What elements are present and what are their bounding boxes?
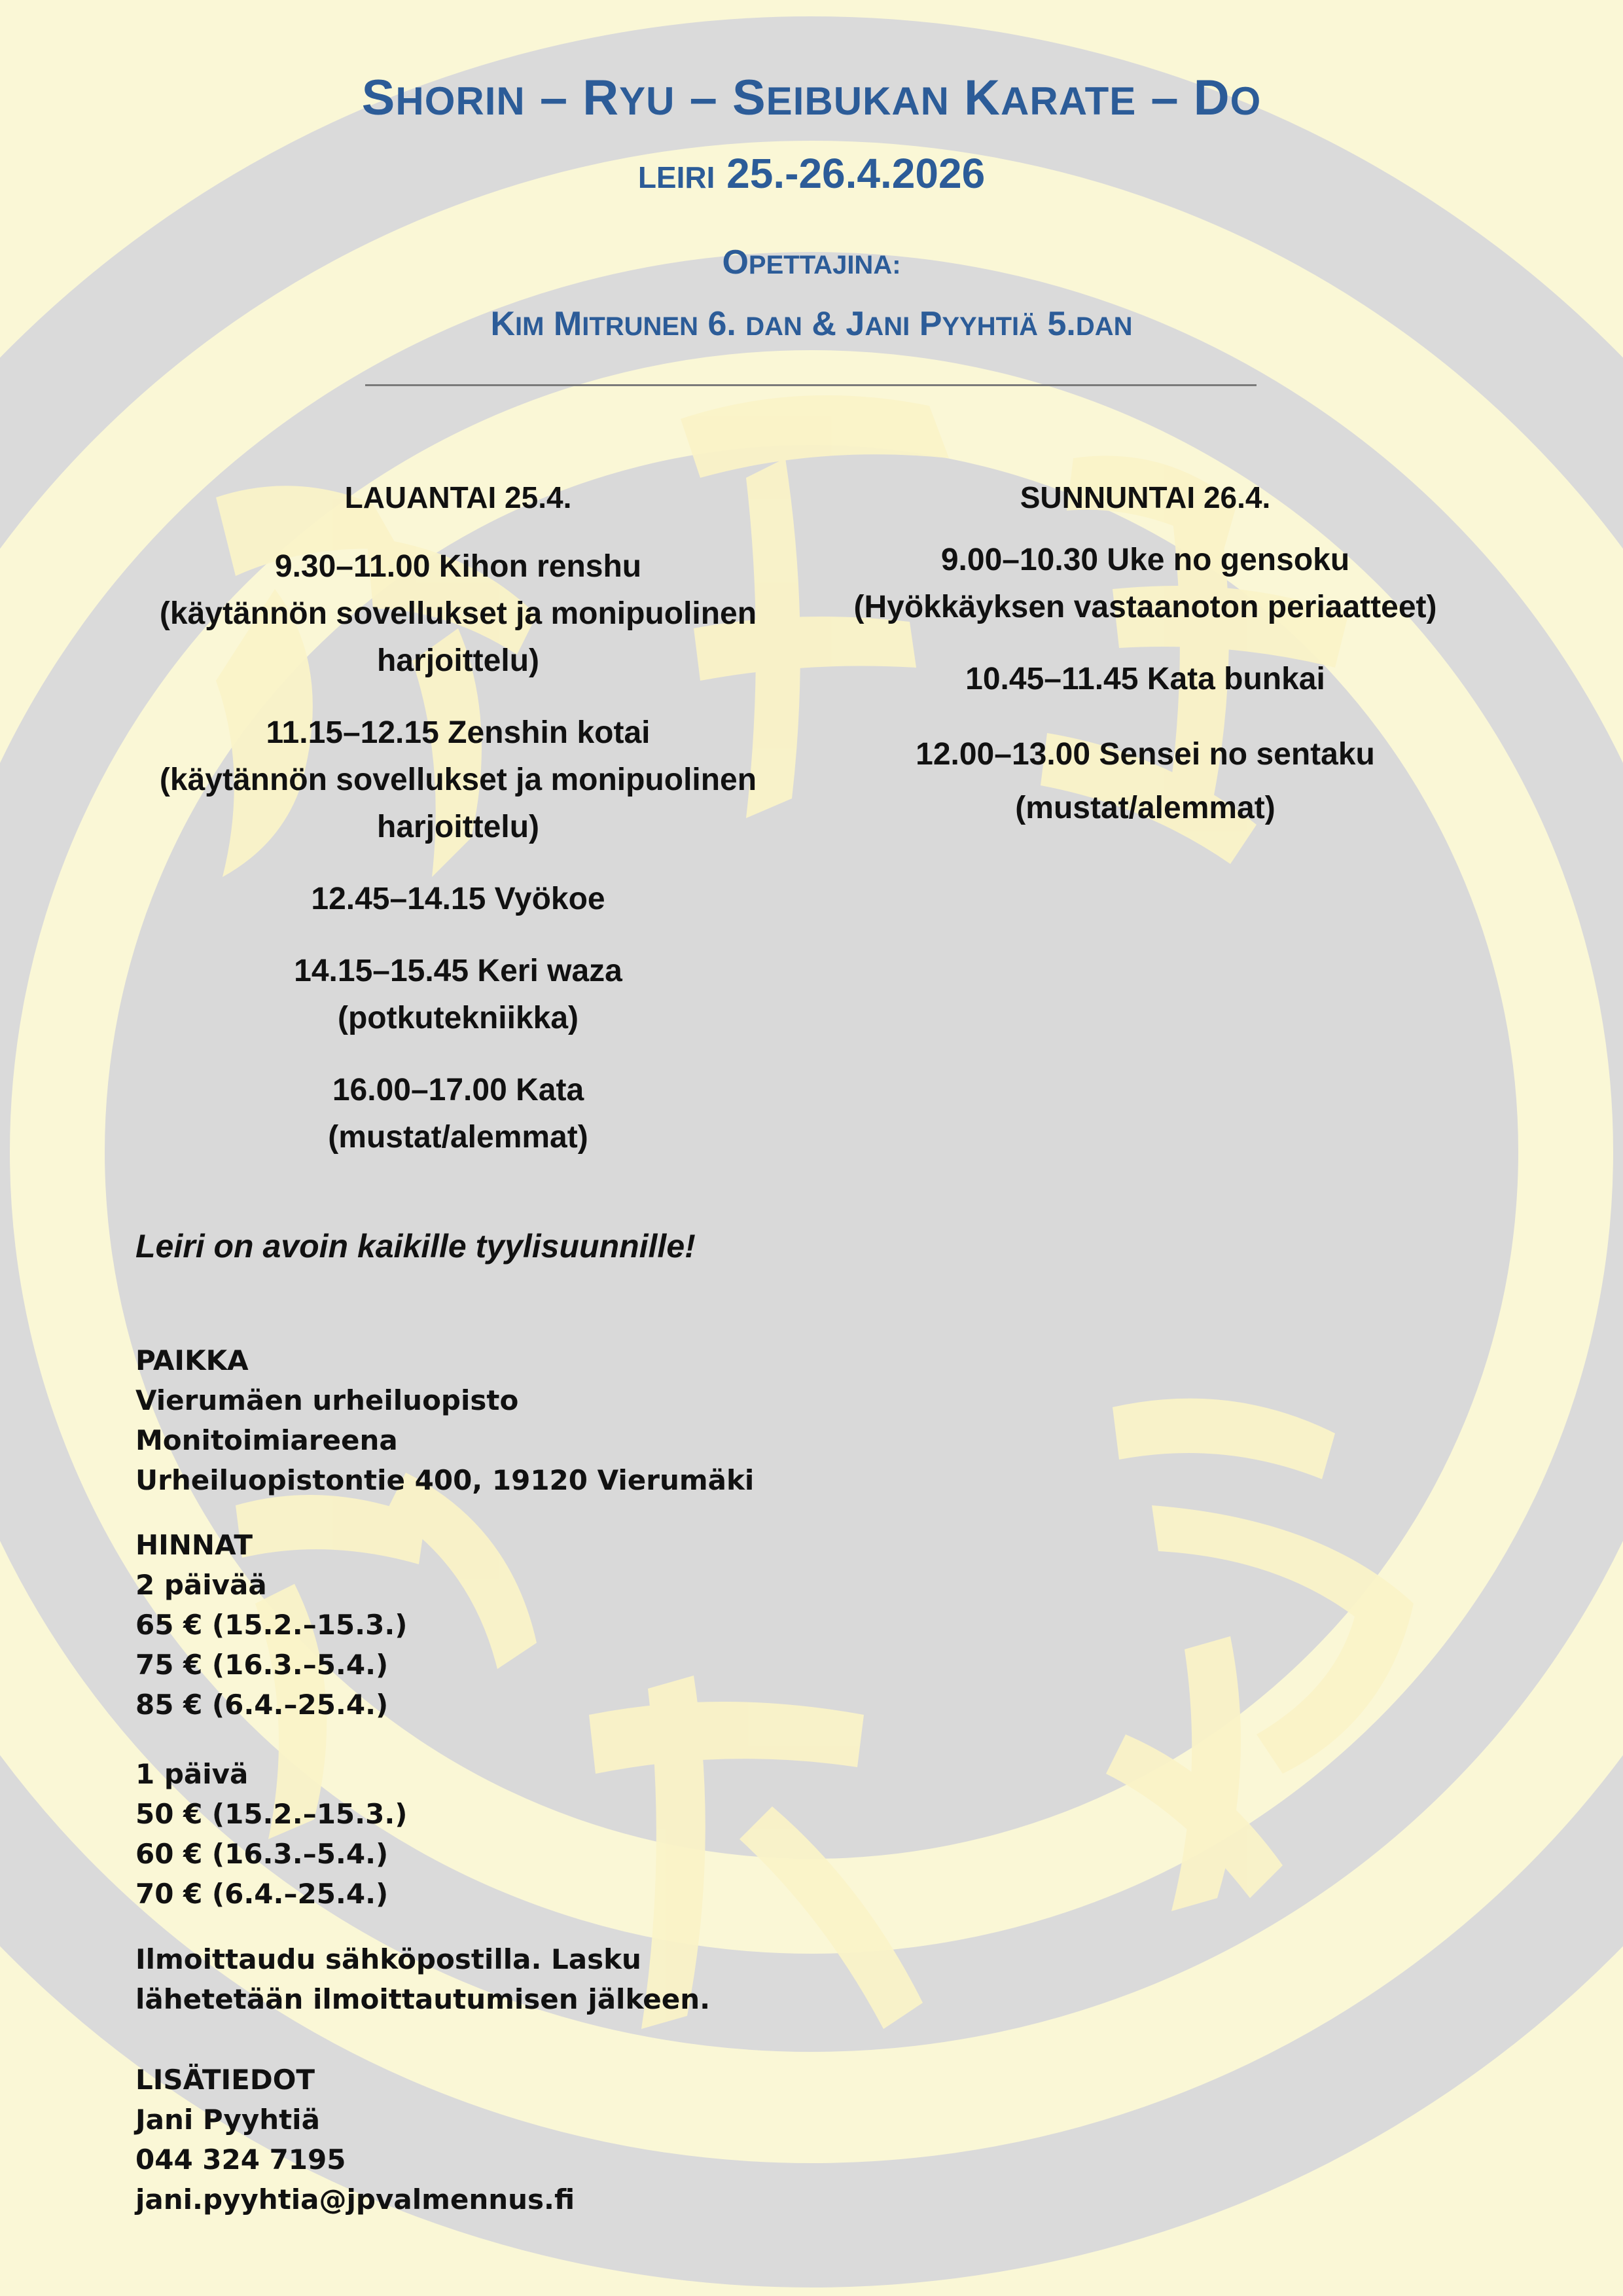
event-dates: LEIRI 25.-26.4.2026 xyxy=(637,150,986,197)
saturday-schedule xyxy=(105,471,812,1186)
prices-one-day: 1 päivä 50 € (15.2.–15.3.) 60 € (16.3.–5.4.) 70 € (6.4.–25.4.) xyxy=(135,1758,408,1910)
contact-heading: LISÄTIEDOT xyxy=(135,2064,315,2096)
schedule-session: 14.15–15.45 Keri waza (potkutekniikka) xyxy=(294,954,622,1035)
contact-email: jani.pyyhtia@jpvalmennus.fi xyxy=(135,2183,575,2215)
header xyxy=(0,59,1623,353)
saturday-title: LAUANTAI 25.4. xyxy=(344,480,572,514)
contact-block xyxy=(135,2060,575,2219)
schedule-session: 12.00–13.00 Sensei no sentaku (mustat/alemmat) xyxy=(916,737,1375,825)
sunday-title: SUNNUNTAI 26.4. xyxy=(1020,480,1271,514)
sunday-schedule xyxy=(805,471,1486,860)
header-divider xyxy=(365,384,1257,386)
schedule-session: 12.45–14.15 Vyökoe xyxy=(311,882,605,916)
prices-heading: HINNAT xyxy=(135,1529,253,1561)
schedule-session: 10.45–11.45 Kata bunkai xyxy=(965,662,1325,696)
event-title: SHORIN – RYU – SEIBUKAN KARATE – DO xyxy=(361,70,1262,126)
registration-note: Ilmoittaudu sähköpostilla. Lasku lähetetään ilmoittautumisen jälkeen. xyxy=(135,1943,711,2015)
contact-name: Jani Pyyhtiä xyxy=(135,2104,320,2136)
location-block: PAIKKA Vierumäen urheiluopisto Monitoimiareena Urheiluopistontie 400, 19120 Vierumäki xyxy=(135,1340,754,1500)
location-heading: PAIKKA xyxy=(135,1344,249,1376)
schedule-session: 11.15–12.15 Zenshin kotai (käytännön sovellukset ja monipuolinen harjoittelu) xyxy=(159,715,757,844)
contact-phone: 044 324 7195 xyxy=(135,2144,346,2176)
schedule-session: 9.30–11.00 Kihon renshu (käytännön sovellukset ja monipuolinen harjoittelu) xyxy=(159,549,757,678)
teachers-names: KIM MITRUNEN 6. DAN & JANI PYYHTIÄ 5.DAN xyxy=(490,305,1133,343)
schedule-session: 16.00–17.00 Kata (mustat/alemmat) xyxy=(328,1073,588,1155)
prices-two-day: HINNAT 2 päivää 65 € (15.2.–15.3.) 75 € (16.3.–5.4.) 85 € (6.4.–25.4.) xyxy=(135,1525,407,1725)
teachers-label: OPETTAJINA: xyxy=(722,243,901,281)
schedule-session: 9.00–10.30 Uke no gensoku (Hyökkäyksen vastaanoton periaatteet) xyxy=(853,543,1437,624)
open-to-all-note: Leiri on avoin kaikille tyylisuunnille! xyxy=(135,1228,696,1265)
